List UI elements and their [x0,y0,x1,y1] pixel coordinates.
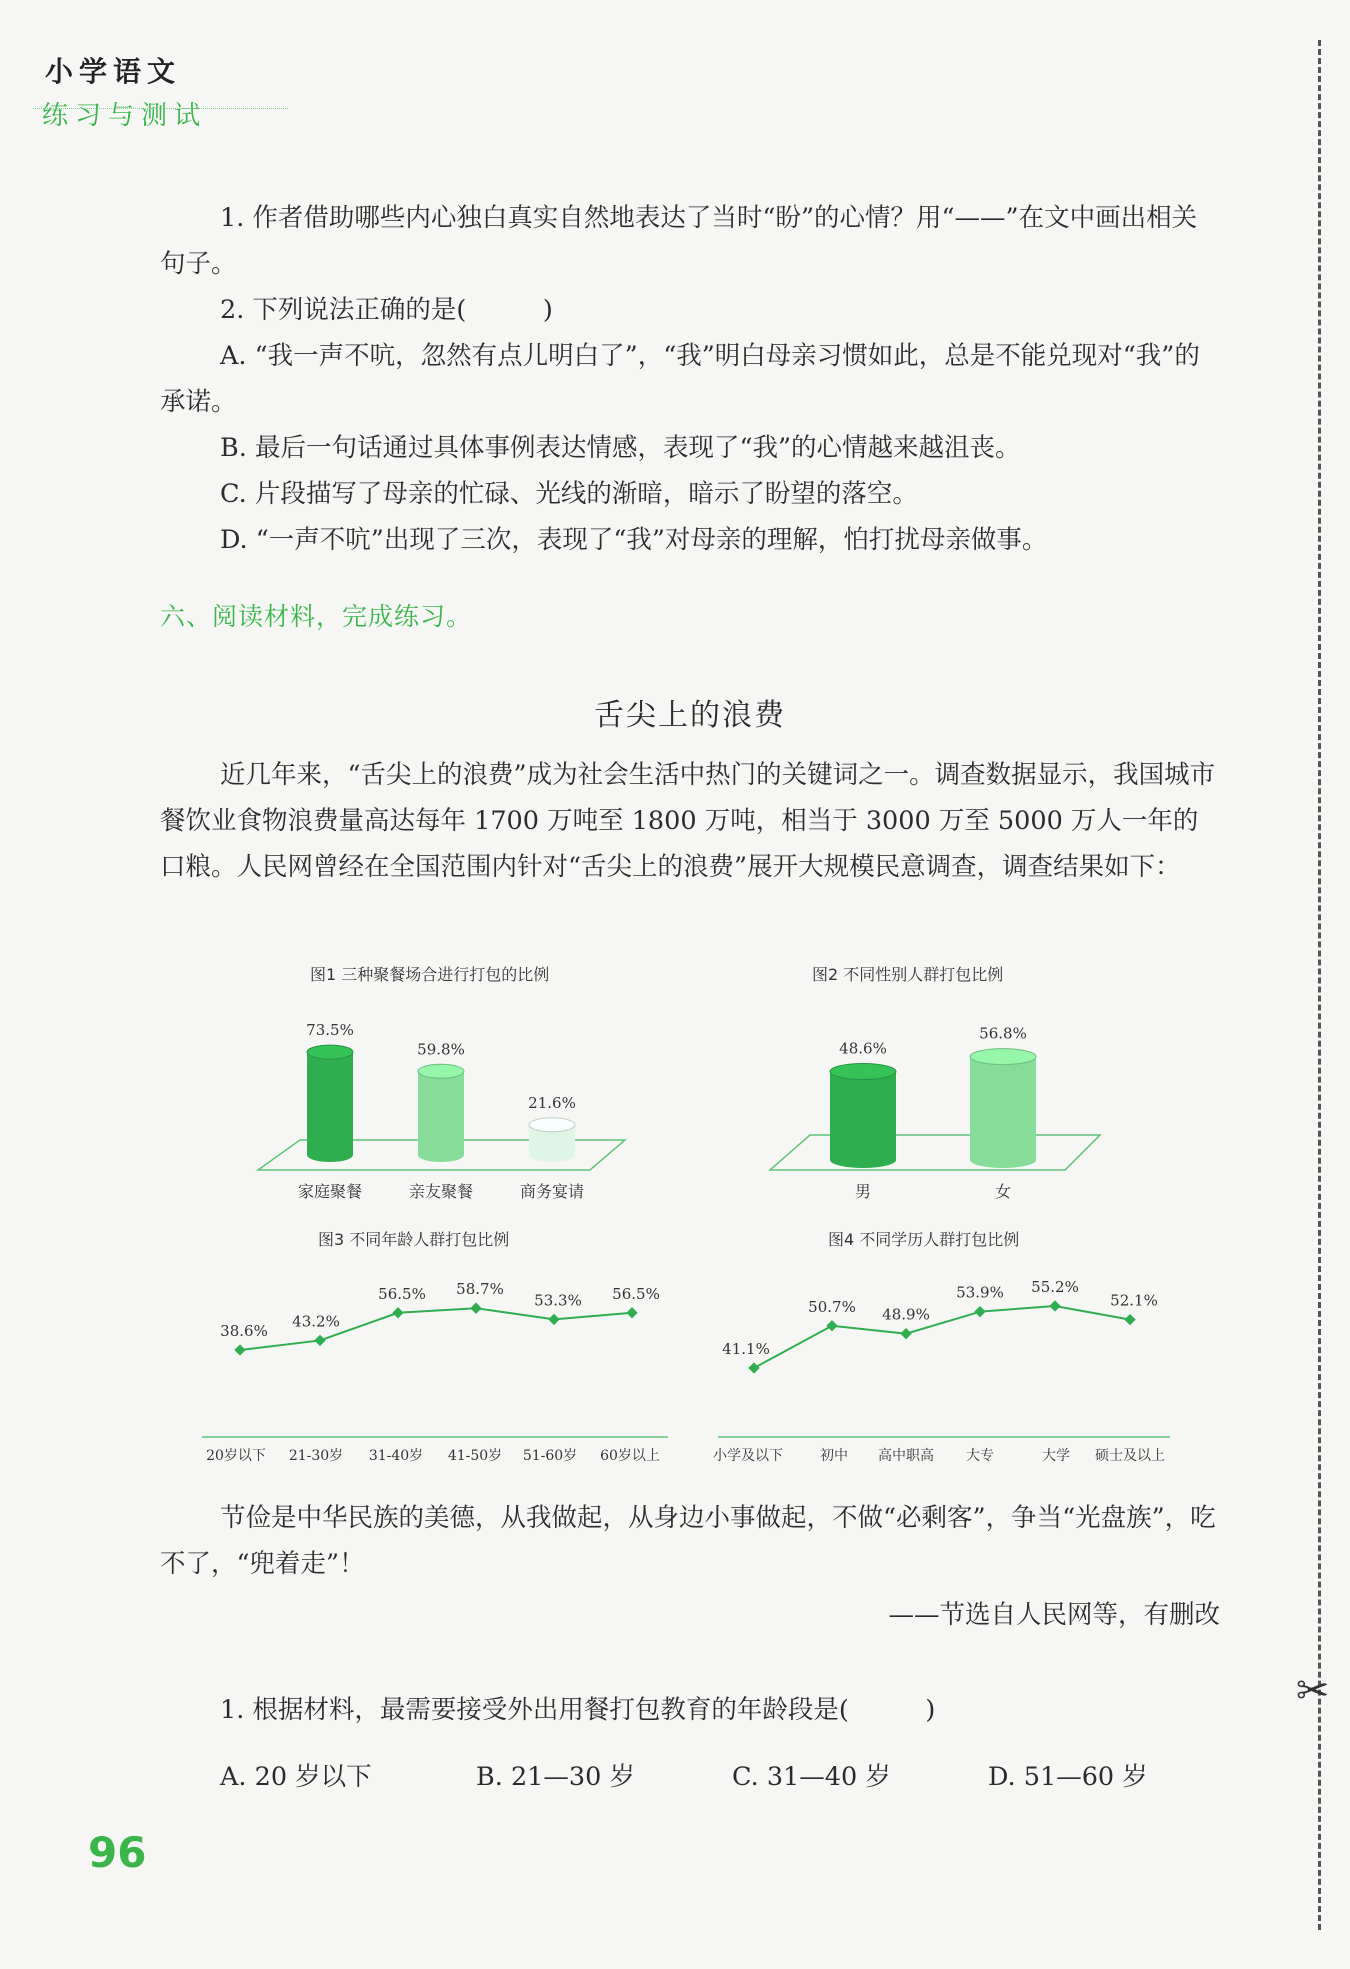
chart-2 [770,965,1100,1201]
chart-4-value-label: 55.2% [1031,1277,1079,1296]
chart-3-point [392,1307,403,1318]
page-number: 96 [88,1828,147,1877]
chart-4 [713,1230,1170,1464]
chart-3-value-label: 43.2% [292,1312,340,1331]
header-divider [33,108,288,109]
chart-1 [258,965,625,1201]
chart-4-value-label: 53.9% [956,1283,1004,1302]
chart-3-category-label: 21-30岁 [288,1448,344,1464]
chart-1-title: 图1 三种聚餐场合进行打包的比例 [310,965,550,984]
chart-1-category-label: 商务宴请 [519,1182,585,1201]
chart-3-value-label: 58.7% [456,1280,504,1299]
chart-3-title: 图3 不同年龄人群打包比例 [318,1230,510,1249]
chart-3-category-label: 41-50岁 [447,1448,503,1464]
chart-4-value-label: 48.9% [882,1305,930,1324]
question-2-top: 2. 下列说法正确的是( ) [220,295,553,325]
chart-1-bar [418,1064,464,1162]
chart-1-value-label: 59.8% [417,1040,465,1059]
chart-2-bar [970,1049,1036,1168]
chart-1-category-label: 亲友聚餐 [408,1182,474,1201]
chart-4-point [1124,1314,1135,1325]
option-a: A. “我一声不吭，忽然有点儿明白了”，“我”明白母亲习惯如此，总是不能兑现对“我”的承诺。 [160,341,1200,417]
book-subtitle: 练习与测试 [42,101,208,131]
article-title: 舌尖上的浪费 [594,698,786,733]
scissors-icon: ✂ [1296,1668,1330,1714]
chart-2-title: 图2 不同性别人群打包比例 [812,965,1004,984]
charts-figure [0,950,1300,1470]
chart-4-point [748,1362,759,1373]
chart-1-bar [307,1045,353,1162]
chart-3-category-label: 20岁以下 [206,1448,266,1464]
article-intro: 近几年来，“舌尖上的浪费”成为社会生活中热门的关键词之一。调查数据显示，我国城市餐饮业食物浪费量高达每年 1700 万吨至 1800 万吨，相当于 3000 万至 5000 万人一年的口粮。人民网曾经在全国范围内针对“舌尖上的浪费”展开大规模民意调查，调查结果如下： [160,760,1216,882]
chart-3-point [548,1314,559,1325]
chart-3-category-label: 51-60岁 [522,1448,578,1464]
chart-3-value-label: 56.5% [378,1284,426,1303]
chart-3-category-label: 31-40岁 [368,1448,424,1464]
chart-2-value-label: 48.6% [839,1039,887,1058]
chart-4-category-label: 大学 [1042,1448,1070,1464]
option-b: B. 最后一句话通过具体事例表达情感，表现了“我”的心情越来越沮丧。 [220,433,1021,463]
chart-3-value-label: 53.3% [534,1291,582,1310]
chart-1-value-label: 73.5% [306,1021,354,1040]
chart-2-bar [830,1064,896,1168]
bottom-option-c: C. 31—40 岁 [732,1762,891,1792]
chart-4-value-label: 50.7% [808,1297,856,1316]
chart-4-category-label: 高中职高 [878,1448,934,1464]
chart-3 [202,1230,668,1464]
option-c: C. 片段描写了母亲的忙碌、光线的渐暗，暗示了盼望的落空。 [220,479,918,509]
chart-4-point [826,1320,837,1331]
chart-4-point [900,1328,911,1339]
chart-4-category-label: 小学及以下 [713,1448,783,1464]
chart-1-category-label: 家庭聚餐 [297,1182,363,1201]
chart-4-title: 图4 不同学历人群打包比例 [828,1230,1020,1249]
chart-2-category-label: 男 [854,1182,872,1201]
section-heading: 六、阅读材料，完成练习。 [160,602,473,631]
chart-4-point [1049,1300,1060,1311]
bottom-option-b: B. 21—30 岁 [476,1762,635,1792]
article-source: ——节选自人民网等，有删改 [888,1600,1220,1630]
question-1-bottom: 1. 根据材料，最需要接受外出用餐打包教育的年龄段是( ) [220,1695,936,1725]
chart-4-value-label: 52.1% [1110,1291,1158,1310]
question-1-top: 1. 作者借助哪些内心独白真实自然地表达了当时“盼”的心情？用“——”在文中画出相关句子。 [160,203,1198,279]
chart-4-category-label: 初中 [820,1448,848,1464]
chart-3-point [626,1307,637,1318]
chart-3-point [234,1344,245,1355]
chart-4-category-label: 硕士及以上 [1095,1448,1165,1464]
chart-3-category-label: 60岁以上 [600,1448,660,1464]
bottom-option-a: A. 20 岁以下 [220,1762,372,1792]
bottom-option-d: D. 51—60 岁 [988,1762,1148,1792]
chart-3-value-label: 38.6% [220,1322,268,1340]
chart-1-bar [529,1118,575,1162]
article-conclusion: 节俭是中华民族的美德，从我做起，从身边小事做起，不做“必剩客”，争当“光盘族”，吃不了，“兜着走”！ [160,1503,1216,1579]
chart-3-value-label: 56.5% [612,1284,660,1303]
chart-4-point [974,1306,985,1317]
book-title: 小学语文 [45,55,182,88]
chart-3-point [470,1303,481,1314]
chart-2-category-label: 女 [994,1182,1012,1201]
chart-2-value-label: 56.8% [979,1024,1027,1043]
chart-2-floor [770,1135,1100,1170]
chart-4-value-label: 41.1% [722,1340,770,1358]
chart-3-point [314,1335,325,1346]
chart-4-category-label: 大专 [966,1448,994,1464]
option-d: D. “一声不吭”出现了三次，表现了“我”对母亲的理解，怕打扰母亲做事。 [220,525,1048,555]
chart-1-value-label: 21.6% [528,1093,576,1112]
cut-line [1318,40,1321,1930]
